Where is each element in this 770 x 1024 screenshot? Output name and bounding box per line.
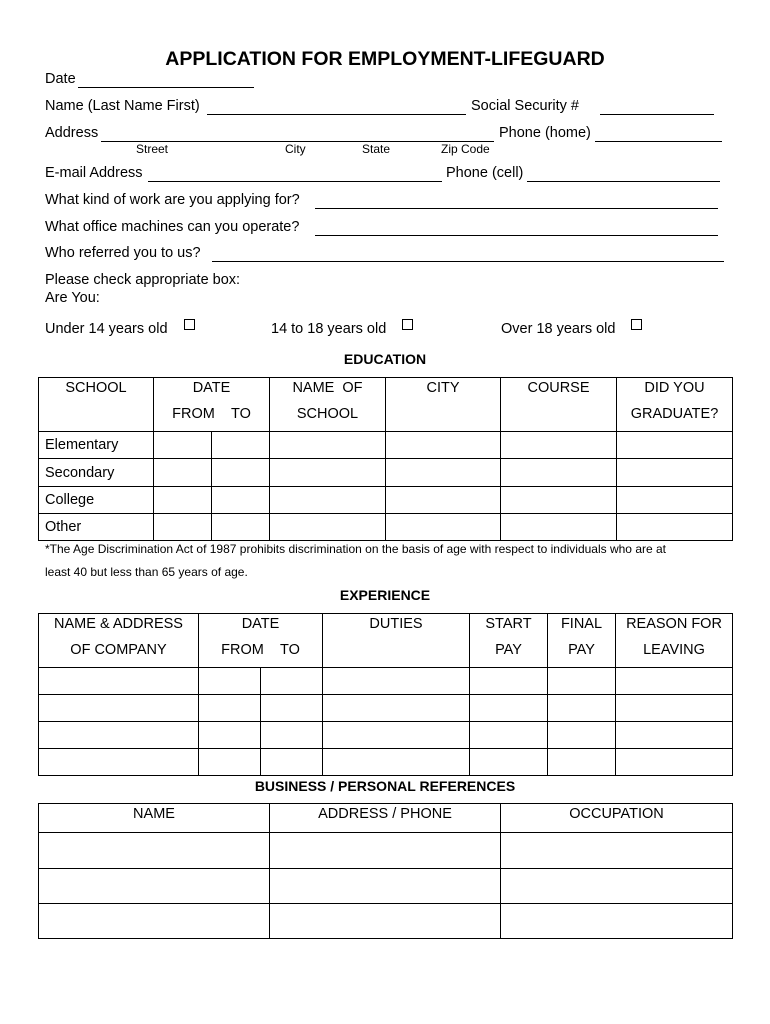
exp-header-name-address: NAME & ADDRESS (54, 616, 183, 632)
phone-cell-field[interactable] (527, 181, 720, 182)
table-cell[interactable] (616, 749, 733, 776)
ssn-field[interactable] (600, 114, 714, 115)
ref-header-name: NAME (39, 804, 270, 833)
table-cell[interactable] (261, 749, 323, 776)
exp-header-start-pay-label: PAY (495, 642, 522, 658)
state-sublabel: State (362, 142, 391, 156)
email-label: E-mail Address (45, 165, 143, 181)
exp-header-to: TO (280, 642, 300, 658)
table-cell[interactable] (501, 432, 617, 459)
table-row (39, 668, 733, 695)
referred-label: Who referred you to us? (45, 245, 201, 261)
table-cell[interactable] (616, 668, 733, 695)
table-cell[interactable] (270, 514, 386, 541)
exp-header-final-pay-label: PAY (568, 642, 595, 658)
edu-header-course: COURSE (501, 378, 617, 432)
education-table (38, 377, 733, 541)
exp-header-from: FROM (221, 642, 264, 658)
table-cell[interactable] (386, 514, 501, 541)
table-cell[interactable] (212, 432, 270, 459)
table-row (39, 749, 733, 776)
table-cell[interactable] (470, 695, 548, 722)
name-field[interactable] (207, 114, 466, 115)
table-cell[interactable] (616, 695, 733, 722)
edu-header-did-you: DID YOU (644, 380, 705, 396)
table-cell[interactable] (270, 459, 386, 487)
edu-header-name-of: NAME OF (292, 380, 363, 396)
table-cell[interactable] (212, 487, 270, 514)
table-cell[interactable] (39, 695, 199, 722)
table-cell[interactable] (323, 749, 470, 776)
date-field[interactable] (78, 87, 254, 88)
edu-header-to: TO (231, 406, 251, 422)
table-cell[interactable] (323, 722, 470, 749)
table-cell[interactable] (548, 749, 616, 776)
edu-row-other: Other (39, 514, 154, 541)
experience-heading: EXPERIENCE (339, 587, 431, 603)
edu-header-school2: SCHOOL (296, 406, 359, 422)
table-cell[interactable] (261, 695, 323, 722)
exp-header-start-pay (470, 614, 548, 668)
work-kind-label: What kind of work are you applying for? (45, 192, 300, 208)
table-row (39, 904, 733, 939)
table-cell[interactable] (39, 869, 270, 904)
table-cell[interactable] (501, 514, 617, 541)
edu-header-date (154, 378, 270, 432)
table-cell[interactable] (617, 514, 733, 541)
exp-header-company (39, 614, 199, 668)
table-cell[interactable] (261, 722, 323, 749)
table-cell[interactable] (386, 432, 501, 459)
table-row (39, 833, 733, 869)
references-heading: BUSINESS / PERSONAL REFERENCES (254, 778, 516, 794)
email-field[interactable] (148, 181, 442, 182)
table-cell[interactable] (323, 668, 470, 695)
exp-header-final-pay (548, 614, 616, 668)
table-cell[interactable] (270, 432, 386, 459)
table-cell[interactable] (386, 487, 501, 514)
table-row (39, 695, 733, 722)
table-cell[interactable] (270, 487, 386, 514)
work-kind-field[interactable] (315, 208, 718, 209)
name-label: Name (Last Name First) (45, 98, 200, 114)
table-cell[interactable] (39, 722, 199, 749)
checkbox-14-to-18[interactable] (402, 319, 413, 330)
table-row (39, 514, 733, 541)
table-cell[interactable] (39, 749, 199, 776)
table-cell[interactable] (470, 668, 548, 695)
date-label: Date (45, 71, 76, 87)
exp-header-date (199, 614, 323, 668)
table-cell[interactable] (470, 749, 548, 776)
are-you-label: Are You: (45, 290, 100, 306)
ssn-label: Social Security # (471, 98, 579, 114)
exp-header-leaving: LEAVING (643, 642, 705, 658)
form-title: APPLICATION FOR EMPLOYMENT-LIFEGUARD (165, 48, 605, 70)
table-cell[interactable] (548, 695, 616, 722)
table-cell[interactable] (323, 695, 470, 722)
table-cell[interactable] (39, 904, 270, 939)
table-cell[interactable] (501, 904, 733, 939)
office-machines-field[interactable] (315, 235, 718, 236)
city-sublabel: City (285, 142, 306, 156)
checkbox-over-18[interactable] (631, 319, 642, 330)
table-cell[interactable] (548, 722, 616, 749)
table-cell[interactable] (617, 487, 733, 514)
age-option-over-18: Over 18 years old (501, 321, 616, 337)
table-cell[interactable] (199, 749, 261, 776)
table-row (39, 487, 733, 514)
table-cell[interactable] (617, 459, 733, 487)
age-option-under-14: Under 14 years old (45, 321, 168, 337)
referred-field[interactable] (212, 261, 724, 262)
table-cell[interactable] (548, 668, 616, 695)
table-cell[interactable] (199, 668, 261, 695)
table-cell[interactable] (270, 904, 501, 939)
table-cell[interactable] (270, 869, 501, 904)
ref-header-occupation: OCCUPATION (501, 804, 733, 833)
table-cell[interactable] (501, 459, 617, 487)
table-cell[interactable] (199, 722, 261, 749)
table-cell[interactable] (212, 514, 270, 541)
experience-table (38, 613, 733, 776)
table-cell[interactable] (39, 833, 270, 869)
check-box-prompt: Please check appropriate box: (45, 272, 241, 288)
edu-header-name-of-school (270, 378, 386, 432)
references-table (38, 803, 733, 939)
exp-header-start: START (485, 616, 532, 632)
edu-header-date-label: DATE (192, 380, 231, 396)
table-cell[interactable] (212, 459, 270, 487)
phone-cell-label: Phone (cell) (446, 165, 524, 181)
table-row (39, 722, 733, 749)
table-cell[interactable] (470, 722, 548, 749)
office-machines-label: What office machines can you operate? (45, 219, 300, 235)
exp-header-date-label: DATE (241, 616, 280, 632)
edu-row-elementary: Elementary (39, 432, 154, 459)
street-sublabel: Street (136, 142, 169, 156)
table-cell[interactable] (154, 487, 212, 514)
table-cell[interactable] (386, 459, 501, 487)
edu-header-from: FROM (172, 406, 215, 422)
table-cell[interactable] (154, 432, 212, 459)
table-cell[interactable] (270, 833, 501, 869)
checkbox-under-14[interactable] (184, 319, 195, 330)
table-cell[interactable] (261, 668, 323, 695)
table-cell[interactable] (501, 487, 617, 514)
zip-sublabel: Zip Code (441, 142, 490, 156)
table-row (39, 869, 733, 904)
exp-header-final: FINAL (560, 616, 603, 632)
edu-header-graduated (617, 378, 733, 432)
table-cell[interactable] (39, 668, 199, 695)
age-option-14-to-18: 14 to 18 years old (271, 321, 387, 337)
exp-header-duties: DUTIES (323, 614, 470, 668)
address-label: Address (45, 125, 99, 141)
age-discrimination-note-cont: least 40 but less than 65 years of age. (45, 565, 248, 579)
edu-row-secondary: Secondary (39, 459, 154, 487)
table-cell[interactable] (501, 869, 733, 904)
table-row (39, 459, 733, 487)
table-cell[interactable] (616, 722, 733, 749)
phone-home-label: Phone (home) (499, 125, 591, 141)
edu-row-college: College (39, 487, 154, 514)
age-discrimination-note: *The Age Discrimination Act of 1987 prohibits discrimination on the basis of age with respect to individuals who are at (45, 542, 666, 556)
table-cell[interactable] (199, 695, 261, 722)
table-cell[interactable] (154, 514, 212, 541)
edu-header-school: SCHOOL (39, 378, 154, 432)
table-cell[interactable] (617, 432, 733, 459)
phone-home-field[interactable] (595, 141, 722, 142)
edu-header-city: CITY (386, 378, 501, 432)
education-heading: EDUCATION (343, 351, 427, 367)
table-cell[interactable] (154, 459, 212, 487)
table-cell[interactable] (501, 833, 733, 869)
exp-header-of-company: OF COMPANY (70, 642, 167, 658)
table-row (39, 432, 733, 459)
exp-header-reason-for: REASON FOR (626, 616, 722, 632)
edu-header-graduate: GRADUATE? (630, 406, 719, 422)
exp-header-reason (616, 614, 733, 668)
ref-header-address-phone: ADDRESS / PHONE (270, 804, 501, 833)
